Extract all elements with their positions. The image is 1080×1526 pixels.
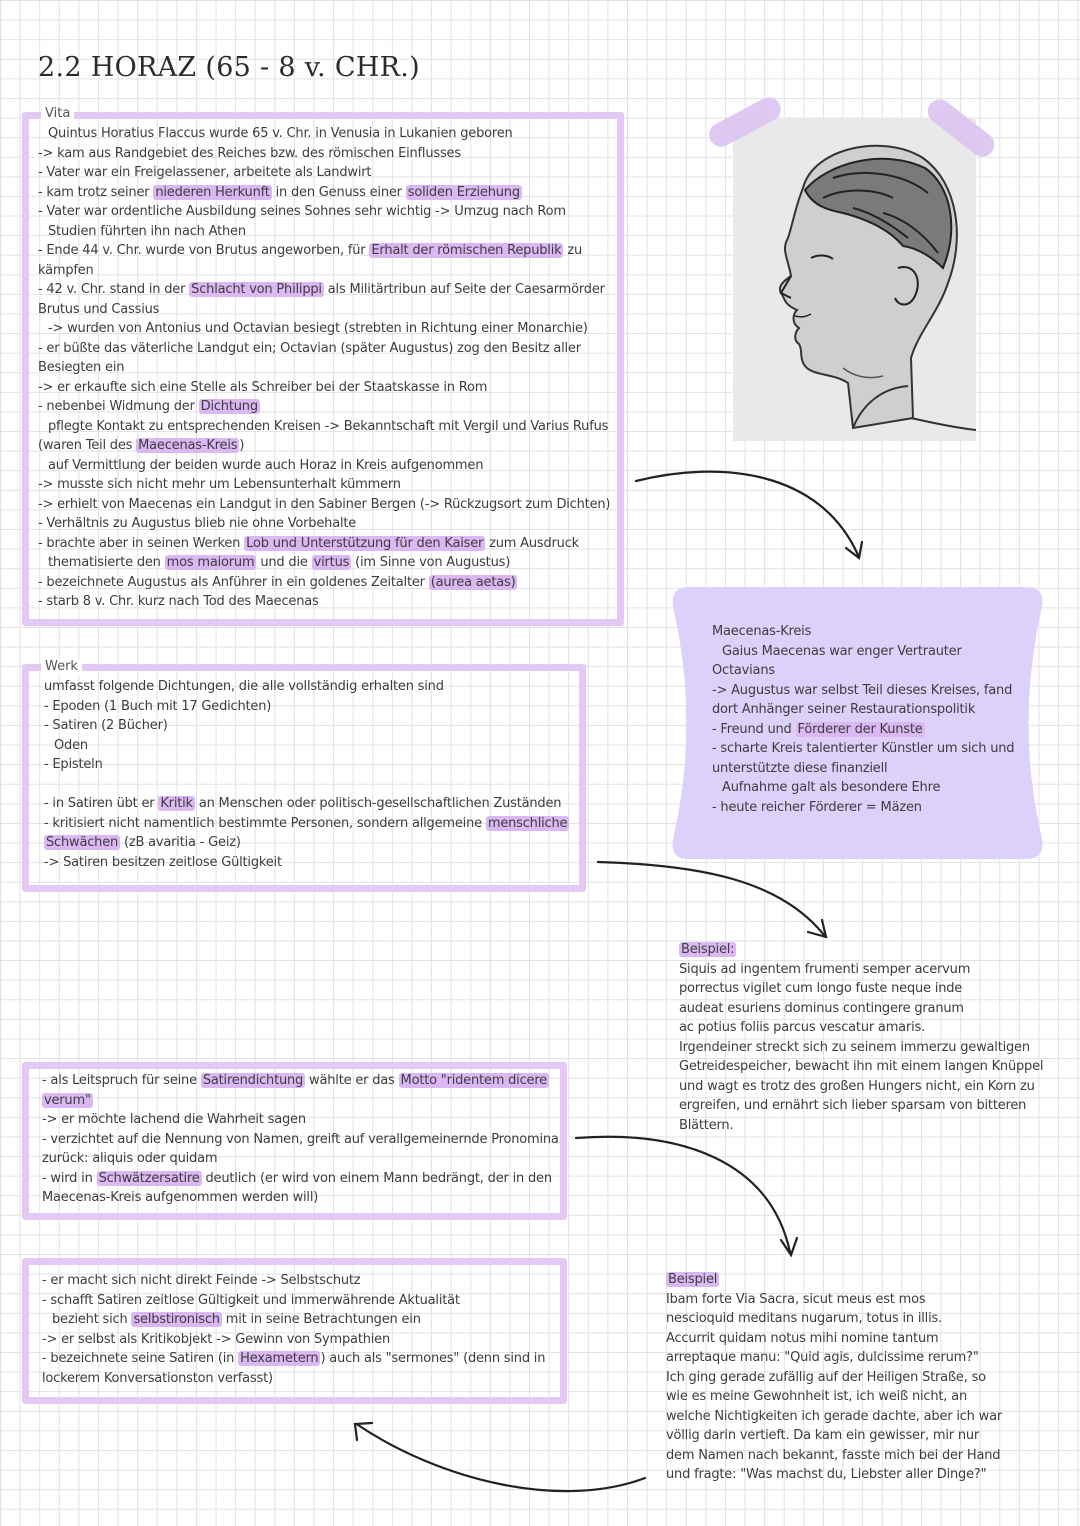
line-text: -> er erkaufte sich eine Stelle als Schreiber bei der Staatskasse in Rom	[38, 379, 488, 395]
motto-line	[42, 1110, 562, 1130]
line-text: -> er möchte lachend die Wahrheit sagen	[42, 1112, 306, 1127]
highlighted-term: mos maiorum	[166, 555, 255, 570]
vita-line	[38, 339, 613, 359]
line-text: Studien führten ihn nach Athen	[48, 223, 246, 239]
vita-line	[38, 183, 613, 203]
vita-line	[38, 553, 613, 573]
line-text: -> Augustus war selbst Teil dieses Kreises, fand	[712, 682, 1013, 698]
vita-line	[38, 534, 613, 554]
line-text: und die	[256, 555, 312, 570]
line-text: unterstützte diese finanziell	[712, 760, 888, 776]
line-text: ac potius foliis parcus vescatur amaris.	[679, 1020, 925, 1035]
werk-line	[44, 775, 579, 795]
werk-line	[44, 853, 579, 873]
line-text: - kam trotz seiner	[38, 184, 154, 200]
line-text: Oden	[54, 737, 88, 753]
motto-line	[42, 1149, 562, 1169]
vita-line	[38, 300, 613, 320]
werk-line	[44, 814, 579, 834]
vita-line	[38, 144, 613, 164]
line-text: - Vater war ordentliche Ausbildung seines Sohnes sehr wichtig -> Umzug nach Rom	[38, 204, 566, 219]
highlighted-term: Beispiel:	[681, 942, 735, 957]
line-text: thematisierte den	[48, 555, 165, 570]
highlighted-term: niederen Herkunft	[155, 184, 270, 200]
beispiel1-line	[679, 999, 1049, 1019]
line-text: - wird in	[42, 1170, 97, 1186]
motto-line	[42, 1130, 562, 1150]
motto-line	[42, 1091, 562, 1111]
line-text: umfasst folgende Dichtungen, die alle vollständig erhalten sind	[44, 679, 444, 694]
line-text: dort Anhänger seiner Restaurationspolitik	[712, 702, 976, 717]
line-text: - Ende 44 v. Chr. wurde von Brutus angeworben, für	[38, 243, 370, 258]
horaz-profile-drawing	[733, 118, 976, 441]
beispiel1-line	[679, 1038, 1049, 1058]
line-text: - bezeichnete Augustus als Anführer in ein goldenes Zeitalter	[38, 574, 429, 590]
maecenas-line	[712, 681, 1032, 701]
line-text: - Freund und	[712, 721, 796, 737]
line-text: Besiegten ein	[38, 360, 125, 375]
maecenas-line	[712, 642, 1032, 662]
highlighted-term: Kritik	[160, 796, 193, 811]
line-text: Gaius Maecenas war enger Vertrauter	[722, 643, 962, 659]
beispiel2-line	[666, 1465, 1006, 1485]
beispiel2-line	[666, 1426, 1006, 1446]
highlighted-term: Schwächen	[46, 835, 119, 850]
line-text: Maecenas-Kreis	[712, 624, 812, 639]
maecenas-line	[712, 661, 1032, 681]
beispiel1-line	[679, 979, 1049, 999]
line-text: (zB avaritia - Geiz)	[120, 835, 241, 850]
selbstschutz-text	[42, 1271, 562, 1388]
highlighted-term: Schlacht von Philippi	[191, 282, 322, 297]
line-text: Getreidespeicher, bewacht ihn mit einem langen Knüppel	[679, 1059, 1044, 1074]
line-text: in den Genuss einer	[271, 184, 406, 200]
beispiel2-line	[666, 1270, 1006, 1290]
line-text: porrectus vigilet cum longo fuste neque inde	[679, 981, 963, 996]
highlighted-term: (aurea aetas)	[430, 574, 516, 590]
line-text: (im Sinne von Augustus)	[351, 555, 511, 570]
line-text: lockerem Konversationston verfasst)	[42, 1370, 273, 1386]
line-text: zurück: aliquis oder quidam	[42, 1151, 218, 1166]
line-text: - 42 v. Chr. stand in der	[38, 282, 190, 297]
schutz-line	[42, 1291, 562, 1311]
line-text: (waren Teil des	[38, 438, 137, 453]
motto-line	[42, 1071, 562, 1091]
line-text: als Militärtribun auf Seite der Caesarmörder	[323, 282, 605, 297]
line-text: nescioquid meditans nugarum, totus in illis.	[666, 1311, 942, 1326]
highlighted-term: Satirendichtung	[202, 1073, 304, 1088]
maecenas-line	[712, 739, 1032, 759]
line-text: - kritisiert nicht namentlich bestimmte Personen, sondern allgemeine	[44, 815, 486, 831]
highlighted-term: virtus	[313, 555, 350, 570]
vita-line	[38, 573, 613, 593]
line-text: -> wurden von Antonius und Octavian besiegt (strebten in Richtung einer Monarchie)	[48, 321, 588, 336]
beispiel2-line	[666, 1446, 1006, 1466]
vita-line	[38, 378, 613, 398]
line-text: deutlich (er wird von einem Mann bedrängt, der in den	[201, 1170, 552, 1186]
line-text: Siquis ad ingentem frumenti semper acervum	[679, 961, 971, 977]
arrow-beispiel2-to-schutz	[358, 1425, 645, 1491]
line-text: - als Leitspruch für seine	[42, 1073, 201, 1088]
line-text: Octavians	[712, 663, 775, 678]
vita-line	[38, 397, 613, 417]
maecenas-line	[712, 798, 1032, 818]
line-text: - er macht sich nicht direkt Feinde -> Selbstschutz	[42, 1273, 361, 1288]
line-text: dem Namen nach bekannt, fasste mich bei der Hand	[666, 1447, 1001, 1463]
arrow-werk-to-beispiel1	[598, 862, 824, 935]
highlighted-term: Beispiel	[668, 1272, 718, 1287]
line-text: welche Nichtigkeiten ich gerade dachte, aber ich war	[666, 1408, 1002, 1424]
line-text: ergreifen, und ernährt sich lieber sparsam von bitteren	[679, 1098, 1027, 1113]
vita-line	[38, 222, 613, 242]
maecenas-line	[712, 759, 1032, 779]
line-text: Aufnahme galt als besondere Ehre	[722, 780, 941, 795]
line-text: mit in seine Betrachtungen ein	[221, 1312, 421, 1327]
beispiel2-line	[666, 1309, 1006, 1329]
line-text: ) auch als "sermones" (denn sind in	[320, 1351, 546, 1366]
motto-text	[42, 1071, 562, 1208]
highlighted-term: verum"	[44, 1092, 91, 1108]
line-text: audeat esuriens dominus contingere granum	[679, 1000, 964, 1016]
line-text: und fragte: "Was machst du, Liebster aller Dinge?"	[666, 1467, 987, 1482]
highlighted-term: Hexametern	[240, 1351, 319, 1366]
vita-line	[38, 475, 613, 495]
beispiel1-line	[679, 960, 1049, 980]
beispiel1-line	[679, 1116, 1049, 1136]
line-text: kämpfen	[38, 262, 94, 278]
line-text: -> musste sich nicht mehr um Lebensunterhalt kümmern	[38, 477, 401, 492]
beispiel1-line	[679, 1057, 1049, 1077]
highlighted-term: menschliche	[487, 815, 568, 831]
line-text: - bezeichnete seine Satiren (in	[42, 1351, 239, 1366]
line-text: -> Satiren besitzen zeitlose Gültigkeit	[44, 854, 282, 870]
arrow-vita-head	[846, 542, 862, 558]
werk-line	[44, 716, 579, 736]
line-text: - Epoden (1 Buch mit 17 Gedichten)	[44, 698, 272, 714]
line-text: Ibam forte Via Sacra, sicut meus est mos	[666, 1291, 926, 1307]
line-text: - Episteln	[44, 757, 103, 772]
line-text: )	[239, 438, 245, 453]
highlighted-term: selbstironisch	[133, 1312, 220, 1327]
highlighted-term: Lob und Unterstützung für den Kaiser	[246, 535, 484, 551]
highlighted-term: Motto "ridentem dicere	[400, 1073, 547, 1088]
motto-line	[42, 1169, 562, 1189]
arrow-motto-head	[781, 1238, 797, 1255]
line-text: -> erhielt von Maecenas ein Landgut in den Sabiner Bergen (-> Rückzugsort zum Dichten)	[38, 496, 611, 512]
line-text: - starb 8 v. Chr. kurz nach Tod des Maecenas	[38, 594, 319, 609]
line-text: wie es meine Gewohnheit ist, ich weiß nicht, an	[666, 1389, 967, 1404]
highlighted-term: soliden Erziehung	[407, 184, 520, 200]
werk-line	[44, 794, 579, 814]
vita-label: Vita	[41, 106, 74, 122]
werk-label: Werk	[41, 659, 82, 675]
line-text: und wagt es trotz des großen Hungers nicht, ein Korn zu	[679, 1078, 1035, 1094]
schutz-line	[42, 1271, 562, 1291]
line-text: - heute reicher Förderer = Mäzen	[712, 799, 922, 815]
beispiel1-line	[679, 1096, 1049, 1116]
vita-line	[38, 241, 613, 261]
motto-line	[42, 1188, 562, 1208]
line-text: Ich ging gerade zufällig auf der Heiligen Straße, so	[666, 1369, 986, 1385]
werk-line	[44, 736, 579, 756]
vita-line	[38, 495, 613, 515]
line-text: zu	[563, 243, 583, 258]
line-text: Brutus und Cassius	[38, 301, 160, 317]
line-text: -> er selbst als Kritikobjekt -> Gewinn von Sympathien	[42, 1331, 391, 1347]
vita-line	[38, 280, 613, 300]
schutz-line	[42, 1310, 562, 1330]
werk-line	[44, 755, 579, 775]
beispiel2-line	[666, 1368, 1006, 1388]
schutz-line	[42, 1369, 562, 1389]
page-title: 2.2 HORAZ (65 - 8 v. CHR.)	[38, 52, 420, 83]
vita-line	[38, 124, 613, 144]
line-text: arreptaque manu: "Quid agis, dulcissime rerum?"	[666, 1350, 979, 1365]
vita-line	[38, 358, 613, 378]
werk-text	[44, 677, 579, 872]
vita-line	[38, 436, 613, 456]
arrow-schutz-head	[355, 1423, 372, 1440]
line-text: pflegte Kontakt zu entsprechenden Kreisen -> Bekanntschaft mit Vergil und Varius Rufus	[48, 418, 609, 434]
beispiel1-line	[679, 940, 1049, 960]
vita-line	[38, 592, 613, 612]
line-text: - Verhältnis zu Augustus blieb nie ohne Vorbehalte	[38, 516, 357, 531]
schutz-line	[42, 1330, 562, 1350]
werk-line	[44, 677, 579, 697]
maecenas-line	[712, 778, 1032, 798]
vita-line	[38, 319, 613, 339]
vita-line	[38, 202, 613, 222]
line-text: - in Satiren übt er	[44, 796, 159, 811]
highlighted-term: Maecenas-Kreis	[138, 438, 238, 453]
highlighted-term: Schwätzersatire	[98, 1170, 200, 1186]
vita-text	[38, 124, 613, 612]
line-text: Irgendeiner streckt sich zu seinem immerzu gewaltigen	[679, 1039, 1030, 1055]
highlighted-term: Dichtung	[200, 399, 258, 414]
beispiel1-line	[679, 1077, 1049, 1097]
line-text: - verzichtet auf die Nennung von Namen, greift auf verallgemeinernde Pronomina	[42, 1131, 559, 1147]
beispiel2-line	[666, 1407, 1006, 1427]
line-text: - Satiren (2 Bücher)	[44, 718, 168, 733]
beispiel1-text	[679, 940, 1049, 1135]
line-text: -> kam aus Randgebiet des Reiches bzw. des römischen Einflusses	[38, 145, 461, 161]
arrow-vita-to-maecenas	[636, 472, 858, 555]
vita-line	[38, 456, 613, 476]
line-text: Blättern.	[679, 1117, 734, 1133]
beispiel2-text	[666, 1270, 1006, 1485]
maecenas-line	[712, 700, 1032, 720]
line-text: - schafft Satiren zeitlose Gültigkeit und immerwährende Aktualität	[42, 1292, 460, 1308]
werk-line	[44, 833, 579, 853]
maecenas-line	[712, 622, 1032, 642]
line-text: Quintus Horatius Flaccus wurde 65 v. Chr. in Venusia in Lukanien geboren	[48, 126, 513, 141]
line-text: Maecenas-Kreis aufgenommen werden will)	[42, 1190, 319, 1205]
horaz-portrait	[733, 118, 976, 441]
highlighted-term: Erhalt der römischen Republik	[371, 243, 562, 258]
line-text: völlig darin vertieft. Da kam ein gewisser, mir nur	[666, 1428, 980, 1443]
line-text: bezieht sich	[52, 1312, 132, 1327]
beispiel2-line	[666, 1290, 1006, 1310]
line-text: an Menschen oder politisch-gesellschaftlichen Zuständen	[194, 796, 562, 811]
line-text: - er büßte das väterliche Landgut ein; Octavian (später Augustus) zog den Besitz aller	[38, 340, 581, 356]
vita-line	[38, 514, 613, 534]
line-text: wählte er das	[305, 1073, 399, 1088]
vita-line	[38, 163, 613, 183]
highlighted-term: Förderer der Kunste	[797, 721, 923, 737]
beispiel2-line	[666, 1329, 1006, 1349]
arrow-werk-head	[808, 920, 826, 937]
werk-line	[44, 697, 579, 717]
line-text: - brachte aber in seinen Werken	[38, 535, 245, 551]
vita-line	[38, 261, 613, 281]
schutz-line	[42, 1349, 562, 1369]
arrow-motto-to-beispiel2	[576, 1137, 790, 1252]
line-text: - nebenbei Widmung der	[38, 399, 199, 414]
line-text: - scharte Kreis talentierter Künstler um sich und	[712, 741, 1015, 756]
line-text: - Vater war ein Freigelassener, arbeitete als Landwirt	[38, 165, 372, 180]
line-text: Accurrit quidam notus mihi nomine tantum	[666, 1330, 939, 1346]
line-text: zum Ausdruck	[485, 535, 579, 551]
beispiel1-line	[679, 1018, 1049, 1038]
maecenas-line	[712, 720, 1032, 740]
beispiel2-line	[666, 1348, 1006, 1368]
maecenas-text	[712, 622, 1032, 817]
line-text: auf Vermittlung der beiden wurde auch Horaz in Kreis aufgenommen	[48, 457, 484, 473]
vita-line	[38, 417, 613, 437]
beispiel2-line	[666, 1387, 1006, 1407]
